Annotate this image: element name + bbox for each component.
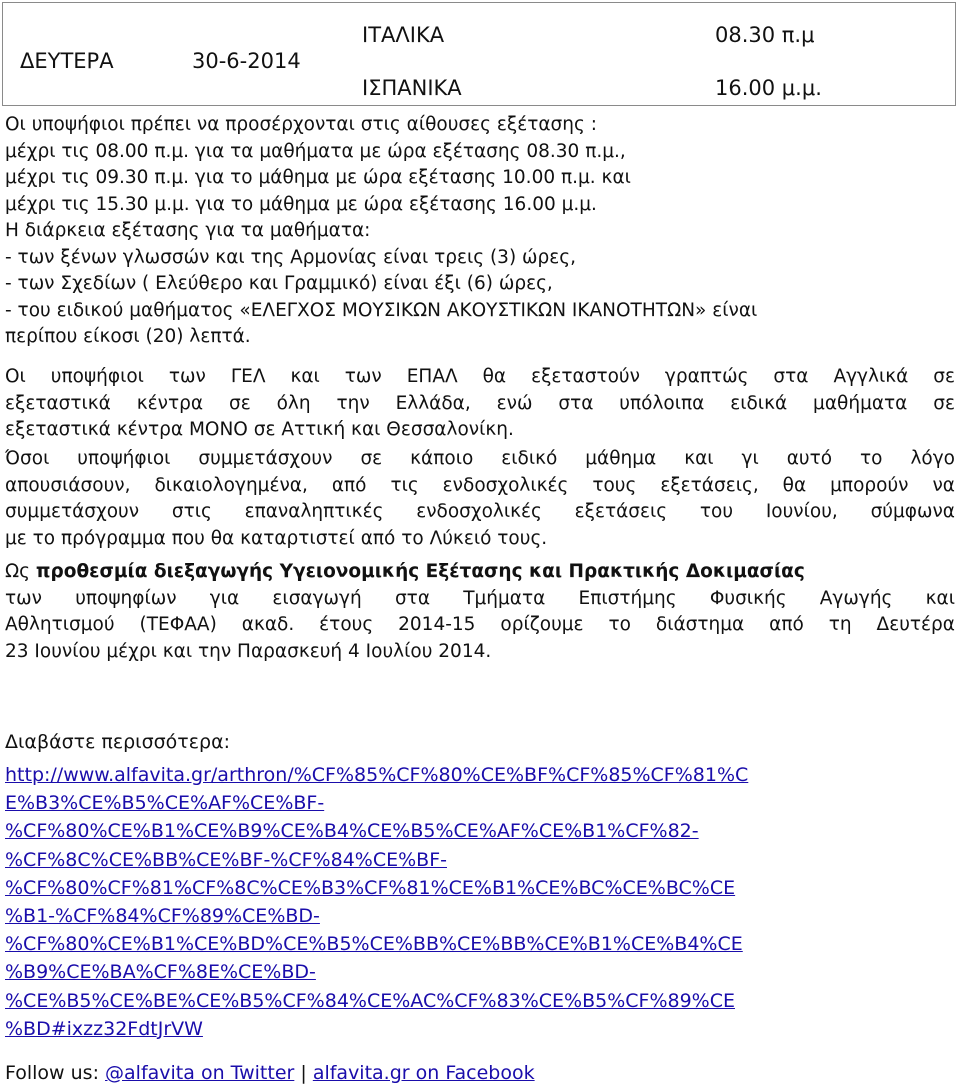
schedule-time: 08.30 π.μ xyxy=(715,23,815,47)
text-line: Οι υποψήφιοι πρέπει να προσέρχονται στις αίθουσες εξέτασης : xyxy=(5,114,597,135)
text-line: εξεταστικά κέντρα σε όλη την Ελλάδα, ενώ στα υπόλοιπα ειδικά μαθήματα σε xyxy=(5,392,955,414)
text-line: με το πρόγραμμα που θα καταρτιστεί από το Λύκειό τους. xyxy=(5,527,548,549)
deadline-bold-text: προθεσμία διεξαγωγής Υγειονομικής Εξέτασης και Πρακτικής Δοκιμασίας xyxy=(35,561,805,582)
schedule-subject: ΙΤΑΛΙΚΑ xyxy=(362,23,445,47)
text-line: περίπου είκοσι (20) λεπτά. xyxy=(5,326,251,347)
schedule-time: 16.00 μ.μ. xyxy=(715,76,822,100)
text-line: μέχρι τις 15.30 μ.μ. για το μάθημα με ώρα εξέτασης 16.00 μ.μ. xyxy=(5,193,597,215)
link-line[interactable]: E%B3%CE%B5%CE%AF%CE%BF- xyxy=(5,792,325,815)
text-line: εξεταστικά κέντρα ΜΟΝΟ σε Αττική και Θεσσαλονίκη. xyxy=(5,419,514,440)
link-line[interactable]: %B1-%CF%84%CF%89%CE%BD- xyxy=(5,904,320,927)
deadline-intro: Ως xyxy=(5,561,36,582)
follow-prefix: Follow us: xyxy=(5,1062,106,1084)
link-line[interactable]: %CF%80%CE%B1%CE%BD%CE%B5%CE%BB%CE%BB%CE%B1%CE%B4%CE xyxy=(5,933,743,956)
link-line[interactable]: %CF%8C%CE%BB%CE%BF-%CF%84%CE%BF- xyxy=(5,848,447,871)
text-line: μέχρι τις 09.30 π.μ. για το μάθημα με ώρα εξέτασης 10.00 π.μ. και xyxy=(5,167,631,188)
text-line: απουσιάσουν, δικαιολογημένα, από τις ενδοσχολικές τους εξετάσεις, θα μπορούν να xyxy=(5,474,955,496)
text-line: Η διάρκεια εξέτασης για τα μαθήματα: xyxy=(5,220,371,241)
text-line: 23 Ιουνίου μέχρι και την Παρασκευή 4 Ιουλίου 2014. xyxy=(5,640,492,662)
link-line[interactable]: %CF%80%CF%81%CF%8C%CE%B3%CF%81%CE%B1%CE%BC%CE%BC%CE xyxy=(5,876,736,899)
text-line: Όσοι υποψήφιοι συμμετάσχουν σε κάποιο ειδικό μάθημα και γι αυτό το λόγο xyxy=(5,448,955,469)
schedule-table xyxy=(2,2,956,106)
link-line[interactable]: %CE%B5%CE%BE%CE%B5%CF%84%CE%AC%CF%83%CE%B5%CF%89%CE xyxy=(5,989,735,1012)
text-line: συμμετάσχουν στις επαναληπτικές ενδοσχολικές εξετάσεις του Ιουνίου, σύμφωνα xyxy=(5,501,955,522)
link-line[interactable]: http://www.alfavita.gr/arthron/%CF%85%CF%80%CE%BF%CF%85%CF%81%C xyxy=(5,764,749,786)
schedule-day: ΔΕΥΤΕΡΑ xyxy=(20,49,114,73)
absence-paragraph xyxy=(5,446,955,552)
text-line: μέχρι τις 08.00 π.μ. για τα μαθήματα με ώρα εξέτασης 08.30 π.μ., xyxy=(5,140,626,162)
text-line: Οι υποψήφιοι των ΓΕΛ και των ΕΠΑΛ θα εξεταστούν γραπτώς στα Αγγλικά σε xyxy=(5,366,955,387)
twitter-link[interactable]: @alfavita on Twitter xyxy=(105,1062,295,1084)
deadline-paragraph xyxy=(5,559,955,665)
follow-separator: | xyxy=(294,1062,313,1084)
follow-us-line xyxy=(5,1060,535,1086)
arrival-and-duration-paragraph xyxy=(5,112,955,351)
schedule-subject: ΙΣΠΑΝΙΚΑ xyxy=(362,76,462,100)
text-line: Αθλητισμού (ΤΕΦΑΑ) ακαδ. έτους 2014-15 ορίζουμε το διάστημα από τη Δευτέρα xyxy=(5,614,955,635)
facebook-link[interactable]: alfavita.gr on Facebook xyxy=(312,1062,535,1084)
text-line: - των ξένων γλωσσών και της Αρμονίας είναι τρεις (3) ώρες, xyxy=(5,246,577,268)
text-line xyxy=(5,559,955,586)
link-line[interactable]: %BD#ixzz32FdtJrVW xyxy=(5,1017,203,1040)
text-line: των υποψηφίων για εισαγωγή στα Τμήματα Επιστήμης Φυσικής Αγωγής και xyxy=(5,587,955,609)
exam-centers-paragraph xyxy=(5,364,955,444)
text-line: - του ειδικού μαθήματος «ΕΛΕΓΧΟΣ ΜΟΥΣΙΚΩΝ ΑΚΟΥΣΤΙΚΩΝ ΙΚΑΝΟΤΗΤΩΝ» είναι xyxy=(5,299,758,321)
read-more-label: Διαβάστε περισσότερα: xyxy=(5,731,230,753)
link-line[interactable]: %B9%CE%BA%CF%8E%CE%BD- xyxy=(5,961,316,984)
text-line: - των Σχεδίων ( Ελεύθερο και Γραμμικό) είναι έξι (6) ώρες, xyxy=(5,273,553,294)
read-more-link[interactable] xyxy=(5,761,748,1043)
link-line[interactable]: %CF%80%CE%B1%CE%B9%CE%B4%CE%B5%CE%AF%CE%B1%CF%82- xyxy=(5,820,699,843)
schedule-date: 30-6-2014 xyxy=(192,49,301,73)
